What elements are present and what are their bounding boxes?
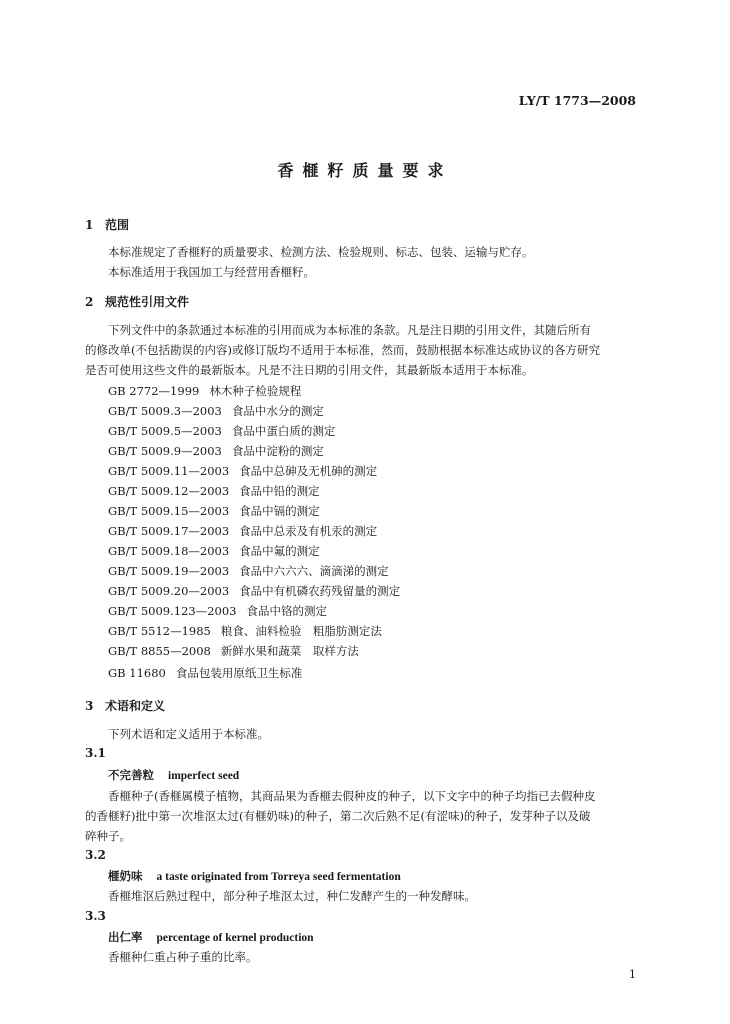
reference-name: 食品中氟的测定 — [239, 544, 320, 558]
reference-item — [108, 523, 377, 539]
reference-code: GB/T 5009.18—2003 — [108, 544, 230, 558]
term-number: 3.2 — [85, 848, 106, 862]
term-definition-line: 的香榧籽)批中第一次堆沤太过(有榧奶味)的种子，第二次后熟不足(有涩味)的种子，发芽种子以及破 — [85, 809, 591, 823]
reference-name: 食品中铬的测定 — [246, 604, 327, 618]
reference-item — [108, 503, 320, 519]
reference-item — [108, 603, 327, 619]
references-intro-line: 的修改单(不包括勘误的内容)或修订版均不适用于本标准，然而，鼓励根据本标准达成协议的各方研究 — [85, 343, 600, 357]
reference-item — [108, 443, 324, 459]
term-heading — [108, 868, 401, 884]
reference-item — [108, 665, 302, 681]
reference-code: GB/T 5009.12—2003 — [108, 484, 230, 498]
section-title: 术语和定义 — [105, 699, 166, 713]
reference-code: GB/T 5009.3—2003 — [108, 404, 222, 418]
section-heading-normative-references — [85, 293, 189, 310]
page-number: 1 — [629, 968, 636, 981]
reference-item — [108, 563, 389, 579]
reference-name: 食品中镉的测定 — [239, 504, 320, 518]
section-title: 规范性引用文件 — [105, 295, 190, 309]
reference-code: GB/T 5009.5—2003 — [108, 424, 222, 438]
section-title: 范围 — [105, 218, 130, 232]
document-title: 香榧籽质量要求 — [277, 161, 453, 180]
term-heading — [108, 929, 314, 945]
reference-item — [108, 403, 324, 419]
reference-name: 食品中总汞及有机汞的测定 — [239, 524, 378, 538]
term-number: 3.3 — [85, 909, 106, 923]
reference-item — [108, 543, 320, 559]
terms-intro: 下列术语和定义适用于本标准。 — [108, 727, 269, 741]
standard-code: LY/T 1773—2008 — [518, 93, 636, 108]
reference-code: GB/T 5009.11—2003 — [108, 464, 230, 478]
term-definition-line: 香榧种子(香榧属模子植物，其商品果为香榧去假种皮的种子，以下文字中的种子均指已去假种皮 — [108, 789, 596, 803]
references-intro-line: 下列文件中的条款通过本标准的引用而成为本标准的条款。凡是注日期的引用文件，其随后所有 — [108, 323, 591, 337]
reference-name: 食品中淀粉的测定 — [231, 444, 324, 458]
references-intro-line: 是否可使用这些文件的最新版本。凡是不注日期的引用文件，其最新版本适用于本标准。 — [85, 363, 534, 377]
reference-name: 食品中总砷及无机砷的测定 — [239, 464, 378, 478]
reference-code: GB/T 5009.19—2003 — [108, 564, 230, 578]
reference-item — [108, 423, 335, 439]
reference-code: GB 11680 — [108, 666, 166, 680]
term-definition-line: 香榧种仁重占种子重的比率。 — [108, 950, 258, 964]
reference-name: 食品中有机磷农药残留量的测定 — [239, 584, 401, 598]
section-heading-terms — [85, 697, 165, 714]
reference-name: 林木种子检验规程 — [209, 384, 302, 398]
reference-name: 食品中水分的测定 — [231, 404, 324, 418]
term-definition-line: 香榧堆沤后熟过程中，部分种子堆沤太过，种仁发酵产生的一种发酵味。 — [108, 889, 476, 903]
term-english: imperfect seed — [168, 770, 240, 782]
scope-paragraph: 本标准规定了香榧籽的质量要求、检测方法、检验规则、标志、包装、运输与贮存。 — [108, 245, 534, 259]
reference-name: 食品中六六六、滴滴涕的测定 — [239, 564, 389, 578]
reference-item — [108, 463, 377, 479]
term-definition-line: 碎种子。 — [85, 829, 131, 843]
reference-code: GB/T 5009.17—2003 — [108, 524, 230, 538]
reference-name: 新鲜水果和蔬菜 取样方法 — [220, 644, 359, 658]
reference-item — [108, 483, 320, 499]
term-english: percentage of kernel production — [156, 932, 314, 944]
reference-item — [108, 643, 359, 659]
reference-name: 粮食、油料检验 粗脂肪测定法 — [220, 624, 382, 638]
section-number: 3 — [85, 699, 94, 713]
reference-name: 食品包装用原纸卫生标准 — [175, 666, 303, 680]
term-chinese: 不完善粒 — [108, 768, 154, 782]
reference-item — [108, 583, 400, 599]
reference-code: GB/T 5009.15—2003 — [108, 504, 230, 518]
scope-paragraph: 本标准适用于我国加工与经营用香榧籽。 — [108, 265, 315, 279]
section-heading-scope — [85, 216, 129, 233]
term-chinese: 出仁率 — [108, 930, 143, 944]
reference-code: GB/T 8855—2008 — [108, 644, 211, 658]
section-number: 2 — [85, 295, 94, 309]
reference-name: 食品中蛋白质的测定 — [231, 424, 336, 438]
reference-code: GB/T 5009.123—2003 — [108, 604, 237, 618]
reference-name: 食品中铅的测定 — [239, 484, 320, 498]
reference-code: GB/T 5009.20—2003 — [108, 584, 230, 598]
term-number: 3.1 — [85, 746, 106, 760]
section-number: 1 — [85, 218, 94, 232]
term-english: a taste originated from Torreya seed fermentation — [156, 871, 401, 883]
term-chinese: 榧奶味 — [108, 869, 143, 883]
reference-code: GB 2772—1999 — [108, 384, 200, 398]
reference-item — [108, 383, 301, 399]
reference-code: GB/T 5512—1985 — [108, 624, 211, 638]
reference-item — [108, 623, 382, 639]
term-heading — [108, 767, 239, 783]
reference-code: GB/T 5009.9—2003 — [108, 444, 222, 458]
